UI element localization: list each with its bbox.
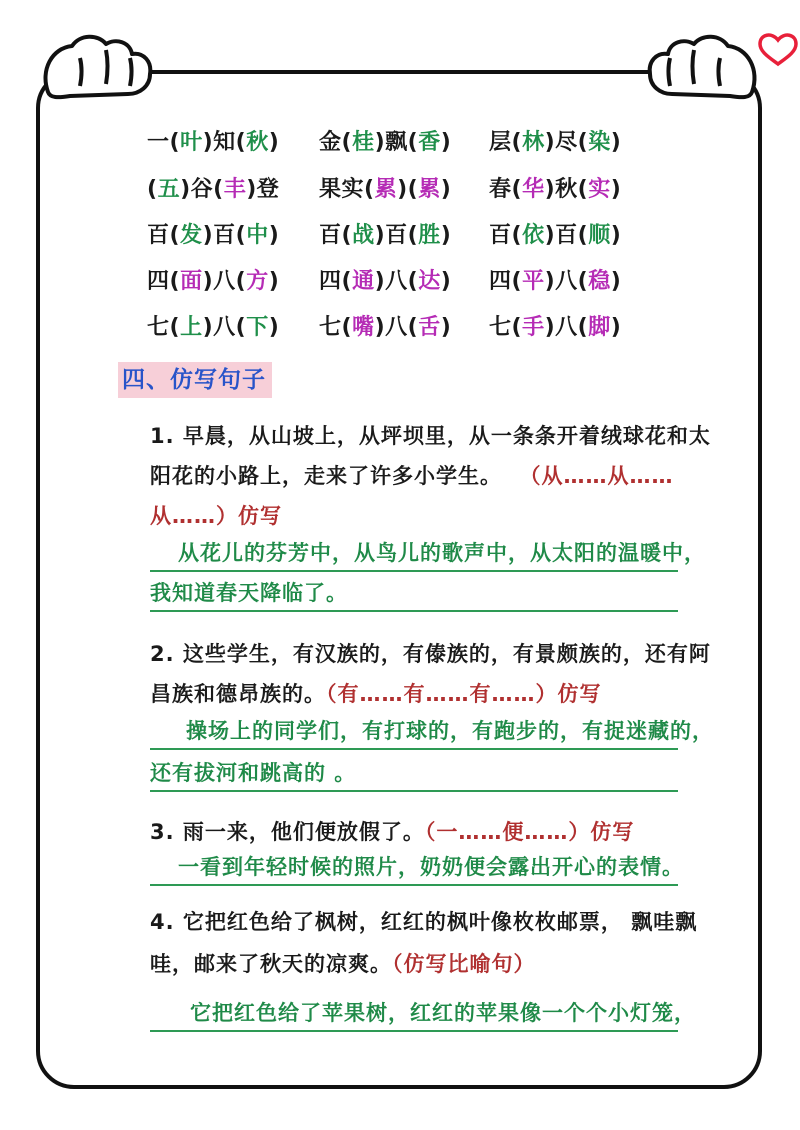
idiom-text: ) [440,315,452,340]
q1-line2-text: 阳花的小路上，走来了许多小学生。 [150,464,502,488]
q3-line1 [150,816,634,846]
idiom [147,310,279,341]
idiom-text: )八( [202,315,247,340]
idiom-answer: 胜 [418,223,441,248]
idiom [319,218,451,249]
idiom-answer: 达 [418,269,441,294]
idiom-text: )八( [544,269,589,294]
idiom [319,172,451,203]
idiom-answer: 舌 [418,315,441,340]
q2-line2 [150,678,602,708]
idiom-answer: 嘴 [352,315,375,340]
q2-line1: 2. 这些学生，有汉族的，有傣族的，有景颇族的，还有阿 [150,642,711,666]
idiom-answer: 顺 [588,223,611,248]
idiom-text: 四( [319,269,353,294]
idiom-text: ) [440,269,452,294]
idiom [489,310,621,341]
idiom-answer: 香 [418,130,441,155]
idiom-row [120,218,720,258]
idiom-row [120,125,720,165]
idiom [147,264,279,295]
idiom-text: ) [610,223,622,248]
right-hand-icon [650,37,755,97]
idiom-text: 百( [319,223,353,248]
idiom-text: 百( [489,223,523,248]
idiom-text: ) [268,223,280,248]
q1-line2-hint: （从……从…… [530,464,674,488]
heart-icon [760,35,796,64]
idiom-answer: 累 [418,177,441,202]
idiom-answer: 通 [352,269,375,294]
idiom-text: ) [268,269,280,294]
idiom-text: 七( [489,315,523,340]
idiom-text: ) [610,130,622,155]
idiom-answer: 实 [588,177,611,202]
idiom [489,125,621,156]
idiom-text: ) [268,315,280,340]
q2-answer-line2: 还有拔河和跳高的 。 [150,758,678,792]
idiom-text: )( [397,177,419,202]
idiom [489,172,621,203]
idiom [147,172,279,203]
idiom-row [120,172,720,212]
q2-answer-line1: 操场上的同学们，有打球的，有跑步的，有捉迷藏的， [150,716,678,750]
idiom-answer: 依 [522,223,545,248]
idiom-answer: 染 [588,130,611,155]
idiom-row [120,264,720,304]
idiom-text: ) [610,315,622,340]
idiom-text: ) [610,177,622,202]
idiom-text: ) [610,269,622,294]
idiom-text: ) [440,223,452,248]
idiom-answer: 桂 [352,130,375,155]
q4-line2-hint: （仿写比喻句） [392,952,536,976]
idiom-text: )八( [544,315,589,340]
idiom [489,264,621,295]
idiom-text: ( [147,177,158,202]
idiom-answer: 林 [522,130,545,155]
q1-answer-line1: 从花儿的芬芳中，从鸟儿的歌声中，从太阳的温暖中， [150,538,678,572]
idiom-text: ) [440,177,452,202]
idiom-text: )百( [544,223,589,248]
q3-line1-text: 3. 雨一来，他们便放假了。 [150,820,425,844]
q1-answer-line2: 我知道春天降临了。 [150,578,678,612]
section-title: 四、仿写句子 [118,362,272,398]
idiom-text: )八( [202,269,247,294]
idiom-text: )谷( [180,177,224,202]
q1-line1: 1. 早晨，从山坡上，从坪坝里，从一条条开着绒球花和太 [150,424,711,448]
q4-line2 [150,948,536,978]
idiom-answer: 脚 [588,315,611,340]
idiom-text: )百( [374,223,419,248]
idiom-answer: 上 [180,315,203,340]
idiom-answer: 发 [180,223,203,248]
idiom-text: ) [268,130,280,155]
idiom-text: 四( [147,269,181,294]
idiom-answer: 五 [157,177,181,202]
idiom [319,125,451,156]
idiom-answer: 累 [374,177,398,202]
q4-answer-line1: 它把红色给了苹果树，红红的苹果像一个个小灯笼， [150,998,678,1032]
idiom-answer: 丰 [223,177,247,202]
idiom-answer: 秋 [246,130,269,155]
idiom [319,264,451,295]
idiom-text: )秋( [544,177,589,202]
idiom [319,310,451,341]
idiom-text: )登 [246,177,280,202]
idiom [147,218,279,249]
idiom-text: 七( [319,315,353,340]
idiom-text: 七( [147,315,181,340]
q2-line2-hint: （有……有……有……）仿写 [326,682,602,706]
idiom-text: 果实( [319,177,375,202]
idiom [489,218,621,249]
left-hand-icon [45,37,150,97]
q3-answer-line1: 一看到年轻时候的照片，奶奶便会露出开心的表情。 [150,852,678,886]
idiom-text: 一( [147,130,181,155]
idiom-answer: 面 [180,269,203,294]
idiom-text: 百( [147,223,181,248]
idiom-answer: 中 [246,223,269,248]
idiom-text: )知( [202,130,247,155]
idiom-text: )尽( [544,130,589,155]
idiom-answer: 稳 [588,269,611,294]
idiom-text: )八( [374,315,419,340]
idiom-text: )百( [202,223,247,248]
q4-line1: 4. 它把红色给了枫树，红红的枫叶像枚枚邮票， 飘哇飘 [150,910,698,934]
idiom-answer: 手 [522,315,545,340]
idiom-text: ) [440,130,452,155]
idiom-row [120,310,720,350]
idiom-text: 四( [489,269,523,294]
idiom-text: 金( [319,130,353,155]
idiom-answer: 下 [246,315,269,340]
idiom-text: )飘( [374,130,419,155]
idiom-text: 春( [489,177,523,202]
q4-line2-text: 哇，邮来了秋天的凉爽。 [150,952,392,976]
q1-line3-hint: 从……）仿写 [150,504,282,528]
idiom-answer: 战 [352,223,375,248]
idiom [147,125,279,156]
idiom-answer: 华 [522,177,545,202]
q1-line2 [150,460,674,490]
q2-line2-text: 昌族和德昂族的。 [150,682,326,706]
idiom-answer: 叶 [180,130,203,155]
q3-line1-hint: （一……便……）仿写 [424,820,635,844]
idiom-text: )八( [374,269,419,294]
idiom-answer: 平 [522,269,545,294]
idiom-answer: 方 [246,269,269,294]
idiom-text: 层( [489,130,523,155]
